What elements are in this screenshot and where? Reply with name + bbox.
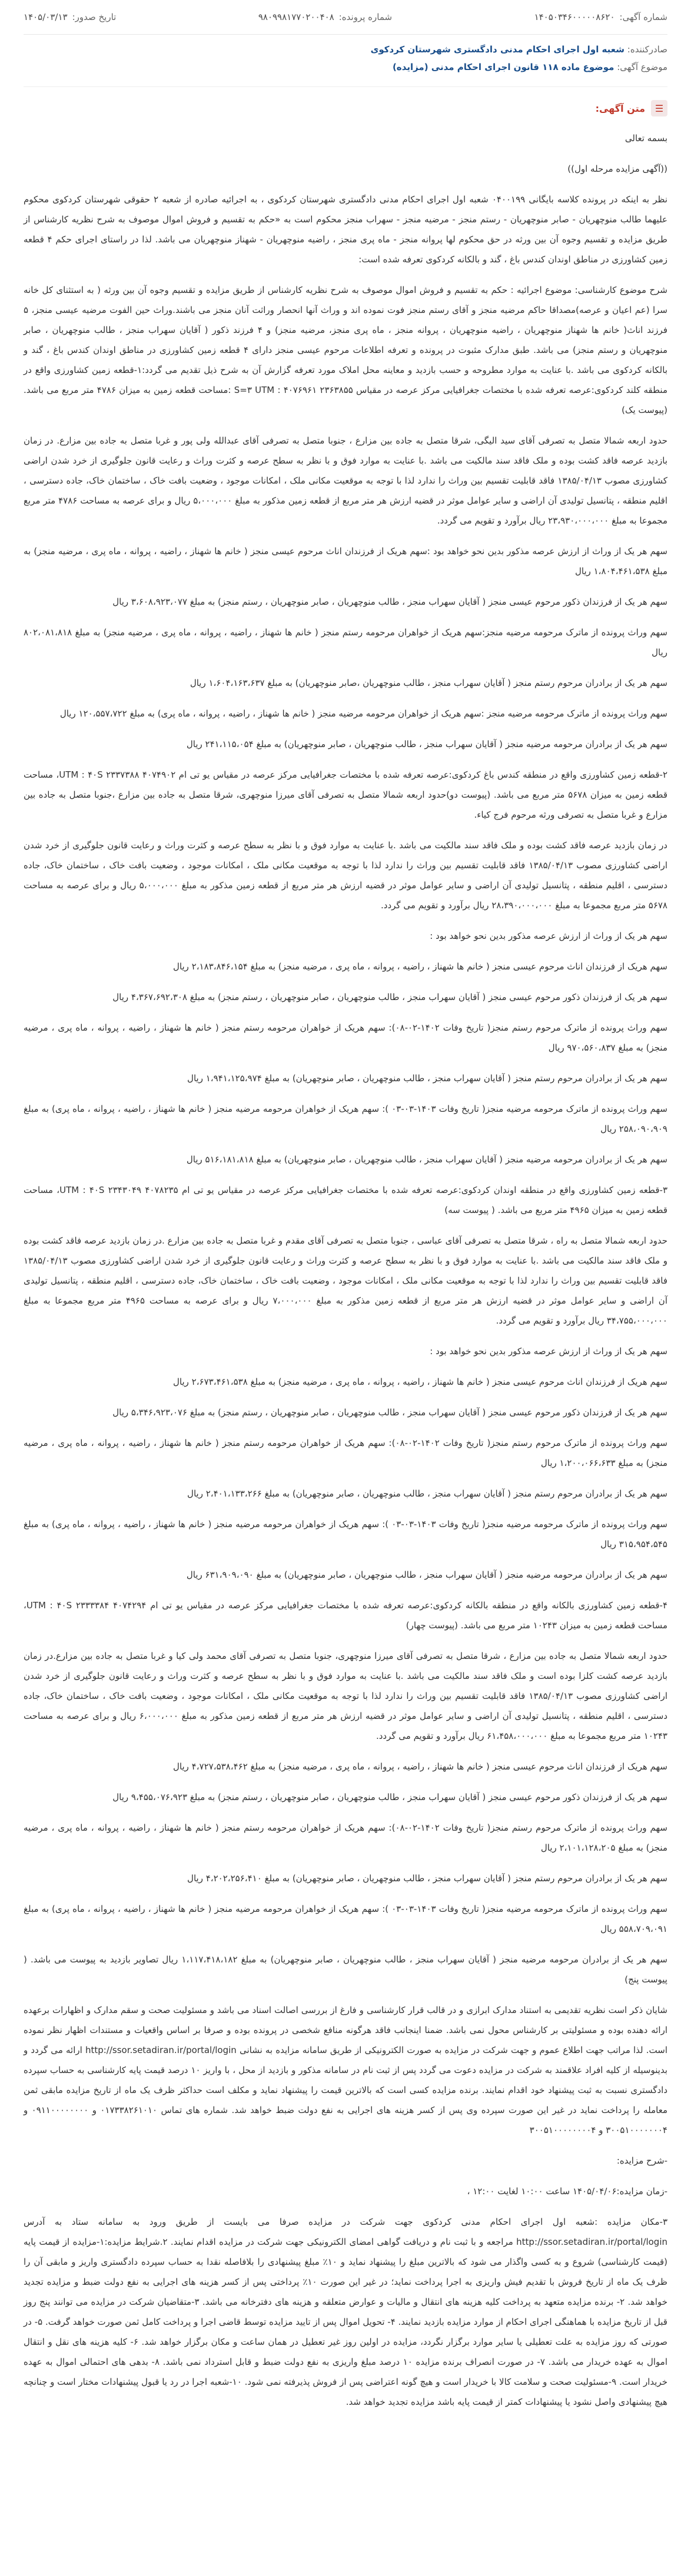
body-paragraph: سهم وراث پرونده از ماترک مرحوم رستم منجز( تاریخ وفات ۱۴۰۲-۰۲-۰۸): سهم هریک از خواهران مرحومه رستم منجز ( خانم ها شهناز ، راضیه ، پروانه ، ماه پری ، مرضیه منجز) به مبلغ ۲،۱۰۱،۱۲۸،۲۰۵ ریال (21, 1822, 667, 1853)
issuer-value: شعبه اول اجرای احکام مدنی دادگستری شهرستان کردکوی (370, 44, 624, 55)
body-paragraph: سهم هر یک از برادران مرحوم رستم منجز ( آقایان سهراب منجز ، طالب منوچهریان ، صابر منوچهریان) به مبلغ ۲،۴۰۱،۱۳۳،۲۶۶ ریال (187, 1488, 667, 1499)
body-paragraph: سهم هر یک از وراث از ارزش عرصه مذکور بدین نحو خواهد بود : (430, 931, 667, 941)
notice-header (24, 35, 667, 87)
notice-text-heading (24, 100, 667, 116)
body-paragraph: شرح موضوع کارشناسی: موضوع اجرائیه : حکم به تقسیم و فروش اموال موصوف به شرح نظریه کارشناس از طریق مزایده و تقسیم وجوه آن بین ورثه ( به استثنای کل خانه سرا (عم اعیان و عرصه)مصداقا حاکم مرضیه منجز و آقای رستم منجز فوت نموده اند و وراث آنها انحصار وراثت آنان منجز می باشند.وراث حین الفوت مرضیه عیسی منجز، ۵ فرزند اناث( خانم ها شهناز منوچهریان ، راضیه منوچهریان ، پروانه منجز ، ماه پری منجز، مرضیه منجز) و ۴ فرزند ذکور ( آقایان سهراب منجز ، طالب منوچهریان ، صابر منوچهریان و رستم منجز) می باشد. طبق مدارک مثبوت در پرونده و تعرفه اطلاعات مرحوم عیسی منجز دارای ۴ قطعه زمین کشاورزی در مناطق اوندان کندس باغ ، گند و بالکانه کردکوی می باشد .با عنایت به موارد مطروحه و حسب بازدید و معاینه محل املاک مورد تعرفه گزارش آن به شرح ذیل تقدیم می گردد:۱-قطعه زمین کشاورزی واقع در منطقه کلند کردکوی:عرصه تعرفه شده با مختصات جغرافیایی مرکز عرصه در مقیاس ۲۳۶۳۸۵۵ S=۳ UTM : ۴۰۷۶۹۶۱ :مساحت قطعه زمین به میزان ۴۷۸۶ متر مربع می باشد. (پیوست یک) (21, 285, 667, 415)
body-paragraph: سهم هر یک از وراث از ارزش عرصه مذکور بدین نحو خواهد بود : (430, 1346, 667, 1357)
notice-number-label: شماره آگهی: (619, 12, 667, 22)
body-paragraph: سهم هر یک از برادران مرحوم رستم منجز ( آقایان سهراب منجز ، طالب منوچهریان ،صابر منوچهریان) به مبلغ ۱،۶۰۴،۱۶۳،۶۳۷ ریال (190, 678, 667, 688)
body-paragraph: بسمه تعالی (624, 133, 667, 144)
body-paragraph: سهم هر یک از برادران مرحوم رستم منجز ( آقایان سهراب منجز ، طالب منوچهریان ، صابر منوچهریان) به مبلغ ۱،۹۴۱،۱۲۵،۹۷۴ ریال (187, 1073, 667, 1084)
notice-number-value: ۱۴۰۵۰۳۴۶۰۰۰۰۰۸۶۲۰ (534, 12, 615, 22)
body-paragraph: سهم هریک از فرزندان اناث مرحوم عیسی منجز ( خانم ها شهناز ، راضیه ، پروانه ، ماه پری ، مرضیه منجز) به مبلغ ۲،۶۷۳،۴۶۱،۵۳۸ ریال (173, 1377, 667, 1387)
body-paragraph: سهم هر یک از فرزندان ذکور مرحوم عیسی منجز ( آقایان سهراب منجز ، طالب منوچهریان ، صابر منوچهریان ، رستم منجز) به مبلغ ۹،۴۵۵،۰۷۶،۹۲۳ ریال (112, 1792, 667, 1802)
body-paragraph: سهم هر یک از وراث از ارزش عرصه مذکور بدین نحو خواهد بود :سهم هریک از فرزندان اناث مرحوم عیسی منجز ( خانم ها شهناز ، راضیه ، پروانه ، ماه پری ، مرضیه منجز) به مبلغ ۱،۸۰۴،۴۶۱،۵۳۸ ریال (21, 546, 667, 576)
body-paragraph: سهم وراث پرونده از ماترک مرحومه مرضیه منجز( تاریخ وفات ۱۴۰۳-۰۳-۰۳ ): سهم هریک از خواهران مرحومه مرضیه منجز ( خانم ها شهناز ، راضیه ، پروانه ، ماه پری) به مبلغ ۵۵۸،۷۰۹،۰۹۱ ریال (21, 1904, 668, 1934)
body-paragraph: سهم وراث پرونده از ماترک مرحومه مرضیه منجز( تاریخ وفات ۱۴۰۳-۰۳-۰۳ ): سهم هریک از خواهران مرحومه مرضیه منجز ( خانم ها شهناز ، راضیه ، پروانه ، ماه پری) به مبلغ ۲۵۸،۰۹۰،۹۰۹ ریال (21, 1104, 668, 1134)
body-paragraph: ۳-مکان مزایده :شعبه اول اجرای احکام مدنی کردکوی جهت شرکت در مزایده صرفا می بایست از طریق ورود به سامانه ستاد به آدرس http://ssor.setadiran.ir/portal/login مراجعه و با ثبت نام و دریافت گواهی امضای الکترونیکی جهت شرکت در مزایده اقدام نمایند. ۲.شرایط مزایده:۱-مزایده از قیمت پایه (قیمت کارشناسی) شروع و به کسی واگذار می شود که بالاترین مبلغ را پیشنهاد نماید و ۱۰٪ مبلغ پیشنهادی را بلافاصله نقدا به حساب سپرده دادگستری واریز و مابقی آن را ظرف یک ماه از تاریخ فروش با تقدیم فیش واریزی به اجرا پرداخت نماید؛ در غیر این صورت ۱۰٪ پرداختی پس از کسر هزینه های اجرایی به نفع دولت ضبط و مزایده تجدید خواهد شد. ۲- برنده مزایده متعهد به پرداخت کلیه هزینه های انتقال و مالیات و عوارض متعلقه و هزینه های دفترخانه می باشد. ۳-متقاضیان شرکت در مزایده می توانند پنج روز قبل از تاریخ مزایده با هماهنگی اجرای احکام از موارد مزایده بازدید نمایند. ۴- تحویل اموال پس از تایید مزایده توسط قاضی اجرا و پرداخت کامل ثمن صورت خواهد گرفت. ۵- در صورتی که روز مزایده به علت تعطیلی یا سایر موارد برگزار نگردد، مزایده در اولین روز غیر تعطیل در همان ساعت و مکان برگزار خواهد شد. ۶- کلیه هزینه های نقل و انتقال اموال به عهده خریدار می باشد. ۷- در صورت انصراف برنده مزایده ۱۰ درصد مبلغ واریزی به نفع دولت ضبط و قابل استرداد نمی باشد. ۸- بدهی های احتمالی اموال به عهده خریدار است. ۹-مسئولیت صحت و سلامت کالا با خریدار است و هیچ گونه اعتراضی پس از فروش پذیرفته نمی شود. ۱۰-شعبه اجرا در رد یا قبول پیشنهادات مختار است و چنانچه هیچ پیشنهادی واصل نشود یا پیشنهادات کمتر از قیمت پایه باشد مزایده تجدید خواهد شد. (21, 2217, 668, 2407)
body-paragraph: سهم هر یک از برادران مرحومه مرضیه منجز ( آقایان سهراب منجز ، طالب منوچهریان ، صابر منوچهریان) به مبلغ ۶۳۱،۹۰۹،۰۹۰ ریال (186, 1569, 667, 1580)
issue-date (24, 12, 116, 22)
subject-label: موضوع آگهی: (617, 62, 667, 72)
body-paragraph: نظر به اینکه در پرونده کلاسه بایگانی ۰۴۰۰۱۹۹ شعبه اول اجرای احکام مدنی دادگستری شهرستان کردکوی ، به اجرائیه صادره از شعبه ۲ حقوقی شهرستان کردکوی محکوم علیهما طالب منوچهریان - صابر منوچهریان - رستم منجز - مرضیه منجز - سهراب منجز محکوم است به «حکم به تقسیم و فروش اموال موصوف به شرح نظریه کارشناس از طریق مزایده و تقسیم وجوه آن بین ورثه در حق محکوم لها پروانه منجز - ماه پری منجز ، راضیه منوچهریان - شهناز منوچهریان می باشد. لذا در راستای اجرای حکم ۴ قطعه زمین کشاورزی در مناطق اوندان کندس باغ ، گند و بالکانه کردکوی تعرفه شده است: (21, 194, 667, 265)
body-paragraph: ۴-قطعه زمین کشاورزی بالکانه واقع در منطقه بالکانه کردکوی:عرصه تعرفه شده با مختصات جغرافیایی مرکز عرصه در مقیاس یو تی ام UTM : ۴۰S ۲۳۳۳۳۸۴ ۴۰۷۴۲۹۴، مساحت قطعه زمین به میزان ۱۰۲۴۳ متر مربع می باشد. (پیوست چهار) (21, 1600, 668, 1631)
tracking-number (258, 12, 392, 22)
issuer-row (24, 41, 667, 58)
body-paragraph: حدود اربعه شمالا متصل به جاده بین مزارع ، شرقا متصل به تصرفی آقای میرزا منوچهری، جنوبا متصل به تصرفی آقای محمد ولی کیا و غربا متصل به جاده بین مزارع.در زمان بازدید عرصه کشت کلزا بوده است و ملک فاقد سند مالکیت می باشد .با عنایت به موارد فوق و با نظر به سطح عرصه و کثرت وراث و رعایت قانون جلوگیری از خرد شدن اراضی کشاورزی مصوب ۱۳۸۵/۰۴/۱۳ فاقد قابلیت تقسیم بین وراث را ندارد لذا با توجه به موقعیت مکانی ملک ، امکانات موجود ، وضعیت بافت خاک ، ساختمان خاک، جاده دسترسی ، اقلیم منطقه ، پتانسیل تولیدی آن اراضی و سایر عوامل موثر در قضیه ارزش هر متر مربع از قطعه زمین مذکور به مبلغ ۶،۰۰۰،۰۰۰ ریال و برای عرصه به مساحت ۱۰۲۴۳ متر مربع مجموعا به مبلغ ۶۱،۴۵۸،۰۰۰،۰۰۰ ریال برآورد و تقویم می گردد. (21, 1651, 668, 1741)
body-paragraph: -زمان مزایده:۱۴۰۵/۰۴/۰۶ ساعت ۱۰:۰۰ لغایت ۱۲:۰۰ ، (467, 2186, 667, 2197)
body-paragraph: ((آگهی مزایده مرحله اول)) (567, 164, 667, 174)
body-paragraph: سهم وراث پرونده از ماترک مرحوم رستم منجز( تاریخ وفات ۱۴۰۲-۰۲-۰۸): سهم هریک از خواهران مرحومه رستم منجز ( خانم ها شهناز ، راضیه ، پروانه ، ماه پری ، مرضیه منجز) به مبلغ ۱،۲۰۰،۰۶۶،۶۳۳ ریال (21, 1438, 667, 1468)
notice-meta-bar (24, 0, 667, 35)
notice-number (534, 12, 667, 22)
notice-body (21, 128, 668, 2412)
body-paragraph: سهم هر یک از فرزندان ذکور مرحوم عیسی منجز ( آقایان سهراب منجز ، طالب منوچهریان ، صابر منوچهریان ، رستم منجز) به مبلغ ۵،۳۴۶،۹۲۳،۰۷۶ ریال (112, 1407, 667, 1418)
body-paragraph: حدود اربعه شمالا متصل به راه ، شرقا متصل به تصرفی آقای عباسی ، جنوبا متصل به تصرفی آقای مقدم و غربا متصل به جاده بین مزارع .در زمان بازدید عرصه فاقد کشت بوده و ملک فاقد سند مالکیت می باشد .با عنایت به موارد فوق و با نظر به سطح عرصه و کثرت وراث و رعایت قانون جلوگیری از خرد شدن اراضی کشاورزی مصوب ۱۳۸۵/۰۴/۱۳ فاقد قابلیت تقسیم بین وراث را ندارد لذا با توجه به موقعیت مکانی ملک ، امکانات موجود ، وضعیت بافت خاک ، ساختمان خاک، جاده دسترسی ، اقلیم منطقه ، پتانسیل تولیدی آن اراضی و سایر عوامل موثر در قضیه ارزش هر متر مربع از قطعه زمین مذکور به مبلغ ۷،۰۰۰،۰۰۰ ریال و برای عرصه به مساحت ۴۹۶۵ متر مربع مجموعا به مبلغ ۳۴،۷۵۵،۰۰۰،۰۰۰ ریال برآورد و تقویم می گردد. (21, 1235, 667, 1326)
body-paragraph: سهم وراث پرونده از ماترک مرحومه مرضیه منجز:سهم هریک از خواهران مرحومه رستم منجز ( خانم ها شهناز ، راضیه ، پروانه ، ماه پری ، مرضیه منجز) به مبلغ ۸۰۲،۰۸۱،۸۱۸ ریال (21, 627, 667, 658)
body-paragraph: شایان ذکر است نظریه تقدیمی به استناد مدارک ابرازی و در قالب قرار کارشناسی و فارغ از بررسی اصالت اسناد می باشد و مسئولیت صحت و سقم مدارک و اظهارات برعهده ارائه دهنده بوده و مسئولیتی بر کارشناس محول نمی باشد. ضمنا اینجانب فاقد هرگونه منافع شخصی در پرونده بوده و صرفا بر اساس واقعیات و مستندات اظهار نظر نموده است. لذا مراتب جهت اطلاع عموم و جهت شرکت در مزایده به صورت الکترونیکی از طریق سامانه مزایده به نشانی http://ssor.setadiran.ir/portal/login ارائه می گردد و بدینوسیله از کلیه افراد علاقمند به شرکت در مزایده دعوت می گردد پس از ثبت نام در سامانه مذکور و بازدید از محل ، با واریز ۱۰ درصد قیمت پایه کارشناسی به حساب سپرده دادگستری نسبت به ثبت پیشنهاد خود اقدام نمایند. برنده مزایده کسی است که بالاترین قیمت را پیشنهاد نماید و مکلف است حداکثر ظرف یک ماه از تاریخ مزایده مابقی ثمن معامله را پرداخت نماید در غیر این صورت سپرده وی پس از کسر هزینه های اجرایی به نفع دولت ضبط خواهد شد. شماره های تماس ۰۱۷۳۳۸۲۶۱۰۱۰ و ۰۹۱۱۰۰۰۰۰۰۰۰ و ۳۰۰۵۱۰۰۰۰۰۰۰۴ و ۳۰۰۵۱۰۰۰۰۰۰۰۰۴ (21, 2005, 668, 2135)
body-paragraph: سهم وراث پرونده از ماترک مرحوم رستم منجز( تاریخ وفات ۱۴۰۲-۰۲-۰۸): سهم هریک از خواهران مرحومه رستم منجز ( خانم ها شهناز ، راضیه ، پروانه ، ماه پری ، مرضیه منجز) به مبلغ ۹۷۰،۵۶۰،۸۳۷ ریال (21, 1022, 667, 1053)
body-paragraph: سهم هر یک از برادران مرحوم رستم منجز ( آقایان سهراب منجز ، طالب منوچهریان ، صابر منوچهریان) به مبلغ ۴،۲۰۲،۲۵۶،۴۱۰ ریال (187, 1873, 667, 1884)
body-paragraph: -شرح مزایده: (616, 2155, 667, 2166)
body-paragraph: سهم هر یک از فرزندان ذکور مرحوم عیسی منجز ( آقایان سهراب منجز ، طالب منوچهریان ، صابر منوچهریان ، رستم منجز) به مبلغ ۴،۳۶۷،۶۹۲،۳۰۸ ریال (112, 992, 667, 1002)
subject-value: موضوع ماده ۱۱۸ قانون اجرای احکام مدنی (مزایده) (392, 62, 614, 72)
body-paragraph: سهم هر یک از فرزندان ذکور مرحوم عیسی منجز ( آقایان سهراب منجز ، طالب منوچهریان ، صابر منوچهریان ، رستم منجز) به مبلغ ۳،۶۰۸،۹۲۳،۰۷۷ ریال (112, 596, 667, 607)
body-paragraph: ۲-قطعه زمین کشاورزی واقع در منطقه کندس باغ کردکوی:عرصه تعرفه شده با مختصات جغرافیایی مرکز عرصه در مقیاس یو تی ام UTM : ۴۰S ۲۳۳۷۳۸۸ ۴۰۷۴۹۰۲، مساحت قطعه زمین به میزان ۵۶۷۸ متر مربع می باشد. (پیوست دو)حدود اربعه شمالا متصل به تصرفی آقای میرزا منوچهری، شرقا متصل به جاده بین مزارع ،جنوبا متصل به جاده بین مزارع و غربا متصل به تصرفی ورثه مرحوم فرج کیاء. (21, 769, 667, 820)
body-paragraph: ۳-قطعه زمین کشاورزی واقع در منطقه اوندان کردکوی:عرصه تعرفه شده با مختصات جغرافیایی مرکز عرصه در مقیاس یو تی ام UTM : ۴۰S ۲۳۴۳۰۴۹ ۴۰۷۸۲۳۵، مساحت قطعه زمین به میزان ۴۹۶۵ متر مربع می باشد. ( پیوست سه) (21, 1185, 667, 1215)
body-paragraph: سهم هریک از فرزندان اناث مرحوم عیسی منجز ( خانم ها شهناز ، راضیه ، پروانه ، ماه پری ، مرضیه منجز) به مبلغ ۴،۷۲۷،۵۳۸،۴۶۲ ریال (173, 1761, 667, 1772)
issue-date-value: ۱۴۰۵/۰۳/۱۳ (24, 12, 68, 22)
body-paragraph: سهم هر یک از برادران مرحومه مرضیه منجز ( آقایان سهراب منجز ، طالب منوچهریان ، صابر منوچهریان) به مبلغ ۵۱۶،۱۸۱،۸۱۸ ریال (186, 1154, 667, 1165)
body-paragraph: سهم هریک از فرزندان اناث مرحوم عیسی منجز ( خانم ها شهناز ، راضیه ، پروانه ، ماه پری ، مرضیه منجز) به مبلغ ۲،۱۸۳،۸۴۶،۱۵۴ ریال (173, 961, 667, 972)
document-icon: ☰ (651, 100, 667, 116)
tracking-number-value: ۹۸۰۹۹۸۱۷۷۰۲۰۰۴۰۸ (258, 12, 334, 22)
subject-row (24, 58, 667, 76)
body-paragraph: سهم هر یک از برادران مرحومه مرضیه منجز ( آقایان سهراب منجز ، طالب منوچهریان ، صابر منوچهریان) به مبلغ ۱،۱۱۷،۴۱۸،۱۸۲ ریال تصاویر بازدید به پیوست می باشد. ( پیوست پنج) (21, 1954, 667, 1985)
body-paragraph: حدود اربعه شمالا متصل به تصرفی آقای سید الیگی، شرقا متصل به جاده بین مزارع ، جنوبا متصل به تصرفی آقای عبدالله ولی پور و غربا متصل به جاده بین مزارع. در زمان بازدید عرصه فاقد کشت بوده و ملک فاقد سند مالکیت می باشد .با عنایت به موارد فوق و با نظر به سطح عرصه و کثرت وراث و رعایت قانون جلوگیری از خرد شدن اراضی کشاورزی مصوب ۱۳۸۵/۰۴/۱۳ فاقد قابلیت تقسیم بین وراث را ندارد لذا با توجه به موقعیت مکانی ملک ، امکانات موجود ، وضعیت بافت خاک ، ساختمان خاک، جاده دسترسی ، اقلیم منطقه ، پتانسیل تولیدی آن اراضی و سایر عوامل موثر در قضیه ارزش هر متر مربع از قطعه زمین مذکور به مبلغ ۵،۰۰۰،۰۰۰ ریال و برای عرصه به مساحت ۴۷۸۶ متر مربع مجموعا به مبلغ ۲۳،۹۳۰،۰۰۰،۰۰۰ ریال برآورد و تقویم می گردد. (21, 435, 668, 526)
body-paragraph: سهم وراث پرونده از ماترک مرحومه مرضیه منجز :سهم هریک از خواهران مرحومه مرضیه منجز ( خانم ها شهناز ، راضیه ، پروانه ، ماه پری) به مبلغ ۱۲۰،۵۵۷،۷۲۲ ریال (59, 708, 667, 719)
body-paragraph: در زمان بازدید عرصه فاقد کشت بوده و ملک فاقد سند مالکیت می باشد .با عنایت به موارد فوق و با نظر به سطح عرصه و کثرت وراث و رعایت قانون جلوگیری از خرد شدن اراضی کشاورزی مصوب ۱۳۸۵/۰۴/۱۳ فاقد قابلیت تقسیم بین وراث را ندارد لذا با توجه به موقعیت مکانی ملک ، امکانات موجود ، وضعیت بافت خاک ، ساختمان خاک، جاده دسترسی ، اقلیم منطقه ، پتانسیل تولیدی آن اراضی و سایر عوامل موثر در قضیه ارزش هر متر مربع از قطعه زمین مذکور به مبلغ ۵،۰۰۰،۰۰۰ ریال و برای عرصه به مساحت ۵۶۷۸ متر مربع مجموعا به مبلغ ۲۸،۳۹۰،۰۰۰،۰۰۰ ریال برآورد و تقویم می گردد. (21, 840, 668, 911)
issuer-label: صادرکننده: (627, 44, 667, 55)
notice-text-heading-label: متن آگهی: (595, 102, 645, 114)
body-paragraph: سهم وراث پرونده از ماترک مرحومه مرضیه منجز( تاریخ وفات ۱۴۰۳-۰۳-۰۳ ): سهم هریک از خواهران مرحومه مرضیه منجز ( خانم ها شهناز ، راضیه ، پروانه ، ماه پری) به مبلغ ۳۱۵،۹۵۴،۵۴۵ ریال (21, 1519, 668, 1549)
issue-date-label: تاریخ صدور: (72, 12, 117, 22)
body-paragraph: سهم هر یک از برادران مرحومه مرضیه منجز ( آقایان سهراب منجز ، طالب منوچهریان ، صابر منوچهریان) به مبلغ ۲۴۱،۱۱۵،۰۵۴ ریال (186, 739, 667, 749)
tracking-number-label: شماره پرونده: (338, 12, 393, 22)
